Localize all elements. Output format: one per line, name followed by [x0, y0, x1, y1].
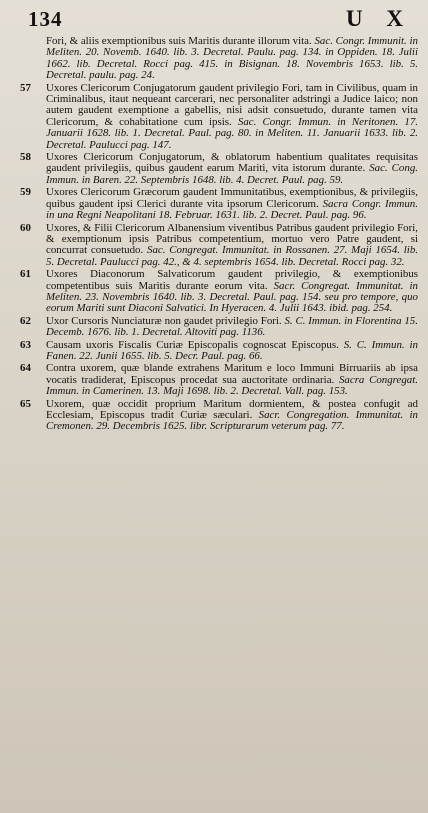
entry-body — [46, 399, 418, 433]
entry-reference: S. C. Immun. in Florentina 15. Decemb. 1676. lib. 1. Decretal. Altoviti pag. 1136. — [46, 314, 418, 339]
entry-body — [46, 316, 418, 339]
entry-57 — [8, 83, 418, 151]
entry-number: 58 — [20, 151, 31, 164]
entry-59 — [8, 187, 418, 221]
entry-reference: Sacr. Congregation. Immunitat. in Cremonen. 29. Decembris 1625. libr. Scripturarum veterum pag. 77. — [46, 409, 418, 433]
entry-text: Uxores, & Filii Clericorum Albanensium viventibus Patribus gaudent privilegio Fori, & exemptionum ipsis Patribus competentium, mortuo vero Patre gaudent, si concurrat consuetudo. — [46, 221, 418, 257]
entry-text: Uxores Clericorum Conjugatorum, & oblatorum habentium qualitates requisitas gaudent privilegiis, quibus gaudent earum Mariti, vita istorum durante. — [46, 151, 418, 175]
entry-61 — [8, 269, 418, 315]
entry-body — [46, 152, 418, 186]
continuation-text: Fori, & aliis exemptionibus suis Maritis durante illorum vita. — [46, 35, 312, 47]
entry-text: Uxor Cursoris Nunciaturæ non gaudet privilegio Fori. — [46, 314, 282, 327]
entry-reference: Sacra Congregat. Immun. in Camerinen. 13. Maji 1698. lib. 2. Decretal. Vall. pag. 153. — [46, 373, 418, 398]
entry-body — [46, 187, 418, 221]
entry-text: Contra uxorem, quæ blande extrahens Maritum e loco Immuni Birruariis ab ipsa vocatis tradiderat, Episcopus procedat sua auctoritate ordinaria. — [46, 362, 418, 386]
page-header — [8, 6, 418, 36]
entry-body — [46, 223, 418, 269]
entry-reference: Sac. Congregat. Immunitat. in Rossanen. 27. Maji 1654. lib. 5. Decretal. Paulucci pag. 42., & 4. septembris 1654. lib. Decretal. Rocci pag. 32. — [46, 244, 418, 268]
entry-body — [46, 269, 418, 315]
page-number: 134 — [28, 7, 63, 31]
entry-63 — [8, 340, 418, 363]
entry-reference: S. C. Immun. in Fanen. 22. Junii 1655. lib. 5. Decr. Paul. pag. 66. — [46, 338, 419, 362]
continuation-reference: Sac. Congr. Immunit. in Meliten. 20. Novemb. 1640. lib. 3. Decretal. Paulu. pag. 134. in Oppiden. 18. Julii 1662. lib. Decretal. Rocci pag. 415. in Bisignan. 18. Novembris 1653. lib. 5. Decretal. paulu. pag. 24. — [46, 35, 418, 82]
entry-number: 59 — [20, 186, 31, 199]
entry-number: 60 — [20, 221, 31, 234]
entry-body — [46, 363, 418, 397]
continuation-paragraph — [8, 36, 418, 82]
entry-65 — [8, 399, 418, 433]
entry-text: Causam uxoris Fiscalis Curiæ Episcopalis cognoscat Episcopus. — [46, 338, 339, 351]
entry-number: 63 — [20, 338, 31, 351]
entry-number: 64 — [20, 362, 31, 375]
entry-64 — [8, 363, 418, 397]
entry-body — [46, 83, 418, 151]
entry-number: 61 — [20, 268, 31, 281]
entry-body — [46, 340, 418, 363]
entry-text: Uxores Clericorum Conjugatorum gaudent privilegio Fori, tam in Civilibus, quam in Criminalibus, itaut nequeant carcerari, nec personaliter adstringi a Judice laico; non autem gaudent exemptione a gabellis, nisi adsit consuetudo, durante tamen vita Clericorum, & cohabitatione cum ipsis. — [46, 81, 418, 128]
entry-number: 57 — [20, 81, 31, 94]
entry-reference: Sac. Cong. Immun. in Baren. 22. Septembris 1648. lib. 4. Decret. Paul. pag. 59. — [46, 162, 418, 186]
entry-62 — [8, 316, 418, 339]
entry-60 — [8, 223, 418, 269]
entry-reference: Sac. Congr. Immun. in Neritonen. 17. Januarii 1628. lib. 1. Decretal. Paul. pag. 80. in Meliten. 11. Januarii 1633. lib. 2. Decretal. Paulucci pag. 147. — [46, 115, 418, 151]
entry-text: Uxores Diaconorum Salvaticorum gaudent privilegio, & exemptionibus competentibus suis Maritis durante eorum vita. — [46, 268, 418, 292]
entry-reference: Sacr. Congregat. Immunitat. in Meliten. 23. Novembris 1640. lib. 3. Decretal. Paul. pag. 154. seu pro tempore, quo eorum Mariti sunt Diaconi Salvatici. In Hyeracen. 4. Julii 1643. ibid. pag. 254. — [46, 279, 418, 315]
entry-text: Uxorem, quæ occidit proprium Maritum dormientem, & postea confugit ad Ecclesiam, Episcopus tradit Curiæ sæculari. — [46, 397, 418, 421]
entry-58 — [8, 152, 418, 186]
entry-number: 62 — [20, 314, 31, 327]
entry-text: Uxores Clericorum Græcorum gaudent Immunitatibus, exemptionibus, & privilegiis, quibus gaudent ipsi Clerici durante vita ipsorum Clericorum. — [46, 186, 418, 210]
running-head: U X — [346, 6, 412, 31]
entry-reference: Sacra Congr. Immun. in una Regni Neapolitani 18. Februar. 1631. lib. 2. Decret. Paul. pag. 96. — [46, 197, 418, 222]
entry-number: 65 — [20, 397, 31, 410]
